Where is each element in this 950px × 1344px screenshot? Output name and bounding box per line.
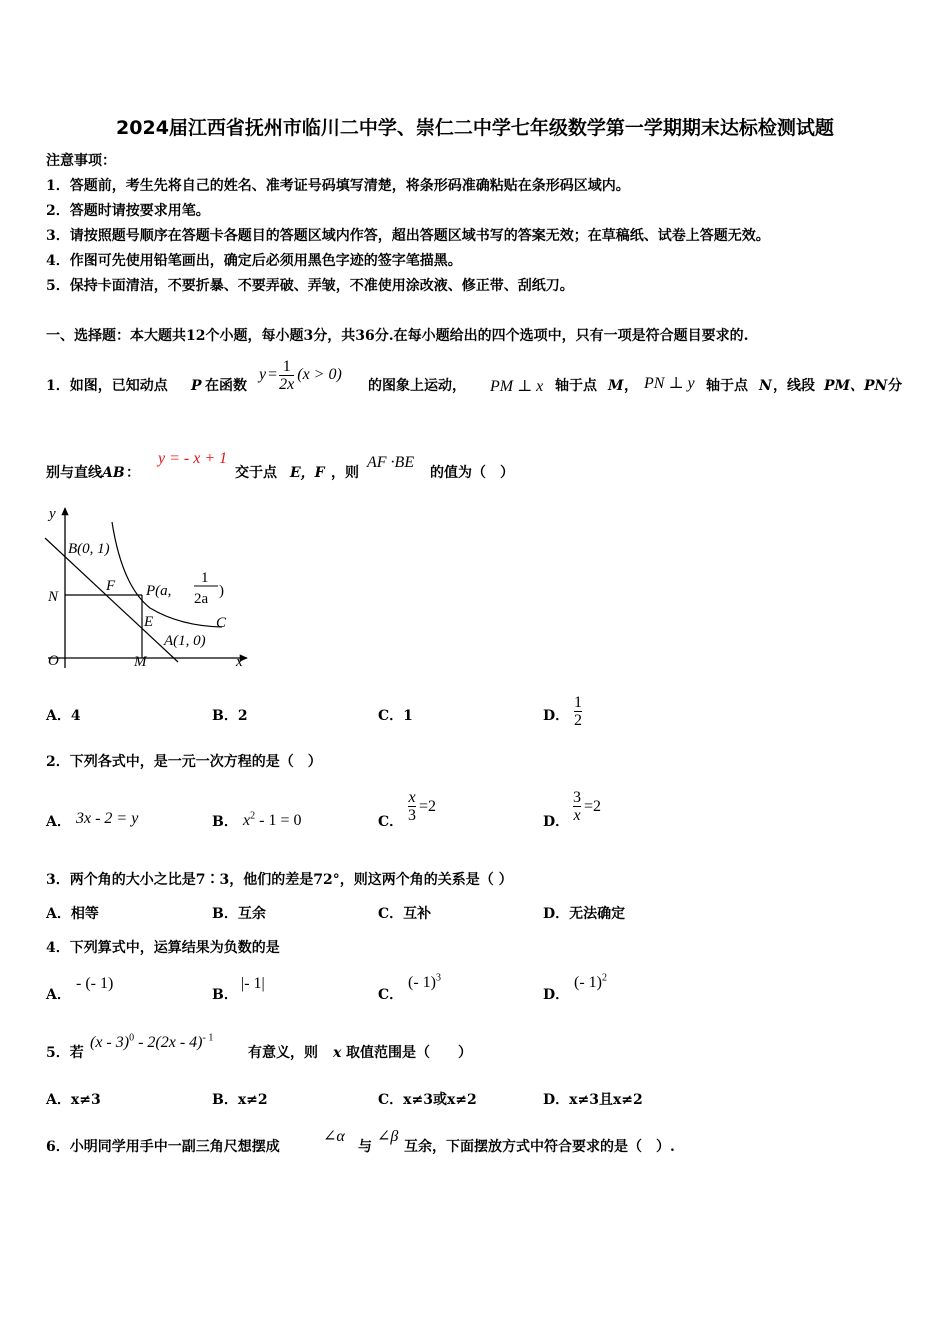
q1-line-ab: AB <box>102 465 125 481</box>
q3-option-d[interactable]: D．无法确定 <box>543 906 626 922</box>
label-a: A(1, 0) <box>164 633 206 649</box>
q2-option-d-label[interactable]: D． <box>543 814 570 830</box>
q5-expr-sup-m1: - 1 <box>202 1032 214 1044</box>
q1-points-ef: E，F <box>290 465 325 481</box>
q1-point-m: M <box>608 378 624 394</box>
notice-item-5: 5．保持卡面清洁，不要折暴、不要弄破、弄皱，不准使用涂改液、修正带、刮纸刀。 <box>46 278 574 294</box>
q4-option-b-label[interactable]: B． <box>212 987 238 1003</box>
q1-text-8: 分 <box>888 378 902 394</box>
q1-product: AF ·BE <box>367 454 415 471</box>
q4-option-a-expr: - (- 1) <box>76 975 114 992</box>
label-f: F <box>106 578 116 594</box>
q2-option-d-expr <box>573 789 601 824</box>
q4-stem: 4．下列算式中，运算结果为负数的是 <box>46 940 280 956</box>
q4-option-d-sup: 2 <box>601 972 607 984</box>
q1-function-eq: = <box>268 366 278 383</box>
q3-option-b[interactable]: B．互余 <box>212 906 266 922</box>
q1-pm-perp: PM ⊥ x <box>490 378 544 395</box>
q4-option-d-base: (- 1) <box>574 974 602 991</box>
q5-text-2: 有意义，则 <box>248 1045 318 1061</box>
q1-line2-text-1: 别与直线 <box>46 465 102 481</box>
notice-item-4: 4．作图可先使用铅笔画出，确定后必须用黑色字迹的签字笔描黑。 <box>46 253 462 269</box>
q4-option-c-expr <box>408 972 441 992</box>
q1-colon: ： <box>126 465 140 481</box>
q2-option-c-den: 3 <box>408 807 416 824</box>
q2-option-b-sup: 2 <box>250 810 256 822</box>
q2-option-d-fraction <box>573 789 581 824</box>
q5-option-b[interactable]: B．x≠2 <box>212 1092 268 1108</box>
label-p: P(a, <box>146 583 172 599</box>
q1-text-1: 1．如图，已知动点 <box>46 378 168 394</box>
q4-option-d-expr <box>574 972 607 992</box>
q1-function-num: 1 <box>282 357 291 375</box>
q1-function-fraction <box>279 358 294 393</box>
label-n: N <box>48 589 59 605</box>
q2-option-c-fraction <box>408 789 416 824</box>
label-o: O <box>48 653 59 669</box>
q1-option-b[interactable]: B．2 <box>212 708 248 724</box>
notice-item-1: 1．答题前，考生先将自己的姓名、准考证号码填写清楚，将条形码准确粘贴在条形码区域内。 <box>46 178 630 194</box>
q1-line2-text-2: 交于点 <box>235 465 277 481</box>
q2-option-b-expr <box>243 810 301 830</box>
q4-option-c-sup: 3 <box>435 972 441 984</box>
q5-expr-b: - 2(2x - 4) <box>134 1034 203 1051</box>
q6-angle-beta: ∠β <box>377 1128 399 1145</box>
label-y: y <box>49 506 56 522</box>
q2-option-b-label[interactable]: B． <box>212 814 238 830</box>
q5-option-a[interactable]: A．x≠3 <box>46 1092 101 1108</box>
q5-expression <box>90 1032 213 1052</box>
q3-stem: 3．两个角的大小之比是7∶3，他们的差是72°，则这两个角的关系是（ ） <box>46 872 513 888</box>
q1-function-cond: (x > 0) <box>297 366 342 383</box>
q3-option-a[interactable]: A．相等 <box>46 906 99 922</box>
q2-option-c-num: x <box>408 789 416 806</box>
q2-option-a-label[interactable]: A． <box>46 814 71 830</box>
q1-figure <box>40 500 270 675</box>
q6-angle-alpha: ∠α <box>323 1128 345 1145</box>
page-title: 2024届江西省抚州市临川二中学、崇仁二中学七年级数学第一学期期末达标检测试题 <box>116 117 834 139</box>
label-m: M <box>134 654 147 670</box>
q2-option-b-base: x <box>243 812 251 829</box>
label-e: E <box>144 614 154 630</box>
q1-text-5: ， <box>624 378 638 394</box>
q1-text-2: 在函数 <box>205 378 247 394</box>
q1-text-7: ，线段 <box>773 378 815 394</box>
q1-option-a[interactable]: A．4 <box>46 708 81 724</box>
q5-text-3: 取值范围是（ ） <box>346 1045 472 1061</box>
q1-option-c[interactable]: C．1 <box>378 708 413 724</box>
q2-option-d-num: 3 <box>573 789 581 806</box>
q1-line2-text-4: 的值为（ ） <box>430 465 514 481</box>
label-b: B(0, 1) <box>68 541 110 557</box>
q1-function-y: y <box>259 366 267 383</box>
q3-option-c[interactable]: C．互补 <box>378 906 432 922</box>
q5-option-c[interactable]: C．x≠3或x≠2 <box>378 1092 477 1108</box>
q5-text-1: 5．若 <box>46 1045 84 1061</box>
q2-option-d-den: x <box>573 807 581 824</box>
q1-option-d-fraction <box>574 694 582 729</box>
q2-option-c-expr <box>408 789 436 824</box>
q2-stem: 2．下列各式中，是一元一次方程的是（ ） <box>46 754 322 770</box>
q1-function-den: 2x <box>279 375 295 393</box>
q4-option-a-label[interactable]: A． <box>46 987 71 1003</box>
q1-line-equation: y = - x + 1 <box>158 450 228 467</box>
q5-expr-a: (x - 3) <box>90 1034 130 1051</box>
notice-item-2: 2．答题时请按要求用笔。 <box>46 203 210 219</box>
q4-option-c-label[interactable]: C． <box>378 987 404 1003</box>
q2-option-d-rest: =2 <box>584 797 602 815</box>
label-c: C <box>216 615 227 631</box>
q1-text-6: 轴于点 <box>706 378 748 394</box>
label-x: x <box>236 654 243 670</box>
q1-point-n: N <box>759 378 772 394</box>
q4-option-c-base: (- 1) <box>408 974 436 991</box>
q1-function <box>259 352 342 398</box>
q5-expr-sup-0: 0 <box>129 1032 135 1044</box>
notice-heading: 注意事项： <box>46 153 116 169</box>
q1-point-p: P <box>191 378 202 394</box>
q2-option-c-label[interactable]: C． <box>378 814 404 830</box>
q4-option-b-expr: |- 1| <box>241 975 265 992</box>
notice-item-3: 3．请按照题号顺序在答题卡各题目的答题区域内作答，超出答题区域书写的答案无效；在草稿纸、试卷上答题无效。 <box>46 228 770 244</box>
q6-text-1: 6．小明同学用手中一副三角尺想摆成 <box>46 1139 280 1155</box>
q4-option-d-label[interactable]: D． <box>543 987 570 1003</box>
q1-text-3: 的图象上运动， <box>368 378 466 394</box>
q1-pn-perp: PN ⊥ y <box>644 375 695 392</box>
label-p-num: 1 <box>201 570 209 586</box>
q1-line2-text-3: ，则 <box>331 465 359 481</box>
q1-text-4: 轴于点 <box>555 378 597 394</box>
q6-text-2: 与 <box>358 1139 372 1155</box>
label-p-den: 2a <box>194 591 209 607</box>
q1-option-d[interactable]: D． <box>543 708 570 724</box>
label-p-close: ) <box>219 583 224 599</box>
q2-option-a-expr: 3x - 2 = y <box>76 810 139 827</box>
q2-option-c-rest: =2 <box>419 797 437 815</box>
q6-text-3: 互余，下面摆放方式中符合要求的是（ ）. <box>404 1139 675 1155</box>
q1-segments: PM、PN <box>824 378 888 394</box>
section-heading: 一、选择题：本大题共12个小题，每小题3分，共36分.在每小题给出的四个选项中，只有一项是符合题目要求的. <box>46 328 749 344</box>
q1-option-d-den: 2 <box>574 712 582 729</box>
q1-option-d-num: 1 <box>574 694 582 711</box>
q2-option-b-rest: - 1 = 0 <box>255 812 302 829</box>
q5-variable-x: x <box>333 1045 342 1061</box>
q5-option-d[interactable]: D．x≠3且x≠2 <box>543 1092 643 1108</box>
